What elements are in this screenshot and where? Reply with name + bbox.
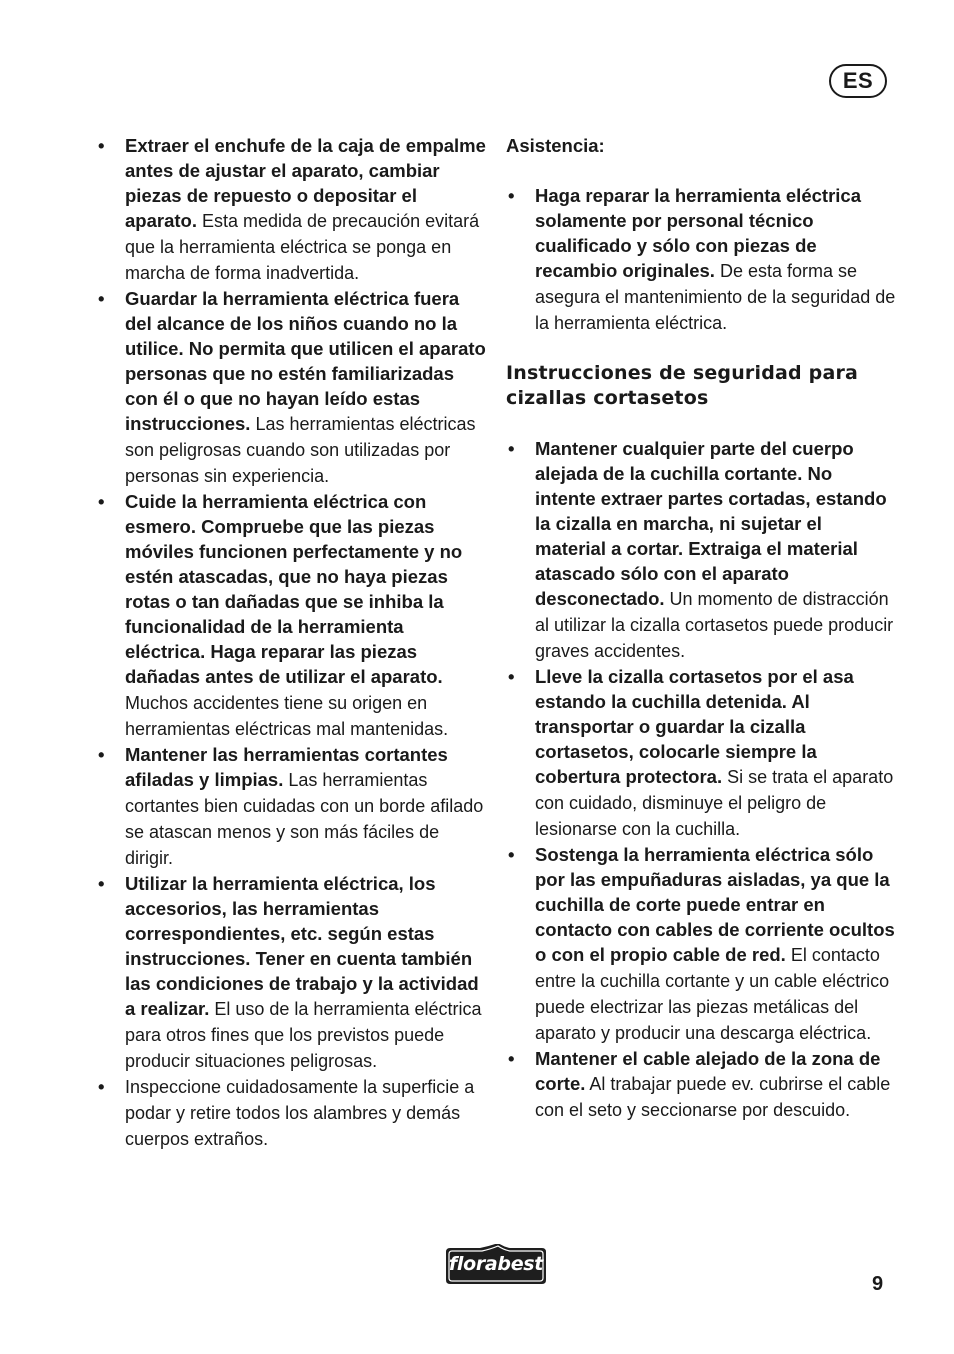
list-item bbox=[506, 436, 896, 664]
item-body-text: Un momento de distracción al utilizar la cizalla cortasetos puede producir graves accidentes. bbox=[535, 589, 894, 661]
assistance-label: Asistencia: bbox=[506, 135, 605, 156]
language-badge: ES bbox=[829, 64, 887, 98]
item-bold-text: Guardar la herramienta eléctrica fuera del alcance de los niños cuando no la utilice. No permita que utilicen el aparato personas que no estén familiarizadas con él o que no hayan leído estas instrucciones. bbox=[125, 288, 486, 434]
section-heading: Instrucciones de seguridad para cizallas cortasetos bbox=[506, 362, 859, 409]
item-bold-text: Lleve la cizalla cortasetos por el asa estando la cuchilla detenida. Al transportar o guardar la cizalla cortasetos, colocarle siempre la cobertura protectora. bbox=[535, 666, 854, 787]
left-column bbox=[96, 133, 488, 1152]
item-body-text: Si se trata el aparato con cuidado, disminuye el peligro de lesionarse con la cuchilla. bbox=[535, 767, 894, 839]
item-body-text: Al trabajar puede ev. cubrirse el cable con el seto y seccionarse por descuido. bbox=[535, 1074, 891, 1120]
florabest-logo bbox=[440, 1244, 552, 1288]
list-item bbox=[96, 871, 488, 1074]
list-item bbox=[506, 1046, 896, 1123]
logo-text: florabest bbox=[448, 1253, 544, 1275]
assistance-list bbox=[506, 183, 896, 336]
item-body-text: El uso de la herramienta eléctrica para otros fines que los previstos puede producir situaciones peligrosas. bbox=[125, 999, 482, 1071]
item-body-text: Muchos accidentes tiene su origen en herramientas eléctricas mal mantenidas. bbox=[125, 693, 449, 739]
list-item bbox=[506, 842, 896, 1046]
item-body-text: Las herramientas eléctricas son peligrosas cuando son utilizadas por personas sin experiencia. bbox=[125, 414, 476, 486]
list-item bbox=[96, 133, 488, 286]
item-bold-text: Mantener las herramientas cortantes afiladas y limpias. bbox=[125, 744, 448, 790]
item-bold-text: Utilizar la herramienta eléctrica, los accesorios, las herramientas correspondientes, etc. según estas instrucciones. Tener en cuenta también las condiciones de trabajo y la actividad a realizar. bbox=[125, 873, 479, 1019]
item-bold-text: Extraer el enchufe de la caja de empalme antes de ajustar el aparato, cambiar piezas de repuesto o depositar el aparato. bbox=[125, 135, 486, 231]
page-number: 9 bbox=[872, 1273, 884, 1295]
item-body-text: El contacto entre la cuchilla cortante y un cable eléctrico puede electrizar las piezas metálicas del aparato y producir una descarga eléctrica. bbox=[535, 945, 890, 1043]
list-item bbox=[96, 742, 488, 871]
list-item bbox=[96, 286, 488, 489]
item-bold-text: Mantener cualquier parte del cuerpo alejada de la cuchilla cortante. No intente extraer partes cortadas, estando la cizalla en marcha, ni sujetar el material a cortar. Extraiga el material atascado sólo con el aparato desconectado. bbox=[535, 438, 887, 609]
item-bold-text: Mantener el cable alejado de la zona de corte. bbox=[535, 1048, 881, 1094]
item-body-text: Esta medida de precaución evitará que la herramienta eléctrica se ponga en marcha de forma inadvertida. bbox=[125, 211, 480, 283]
right-column bbox=[506, 133, 896, 1123]
list-item bbox=[506, 183, 896, 336]
item-body-text: Las herramientas cortantes bien cuidadas con un borde afilado se atascan menos y son más fáciles de dirigir. bbox=[125, 770, 484, 868]
item-bold-text: Cuide la herramienta eléctrica con esmero. Compruebe que las piezas móviles funcionen perfectamente y no estén atascadas, que no haya piezas rotas o tan dañadas que se inhiba la funcionalidad de la herramienta eléctrica. Haga reparar las piezas dañadas antes de utilizar el aparato. bbox=[125, 491, 463, 687]
list-item bbox=[96, 1074, 488, 1152]
item-bold-text: Haga reparar la herramienta eléctrica solamente por personal técnico cualificado y sólo con piezas de recambio originales. bbox=[535, 185, 861, 281]
item-body-text: Inspeccione cuidadosamente la superficie a podar y retire todos los alambres y demás cuerpos extraños. bbox=[125, 1077, 475, 1149]
list-item bbox=[96, 489, 488, 742]
hedge-shears-safety-list bbox=[506, 436, 896, 1123]
left-safety-list bbox=[96, 133, 488, 1152]
item-bold-text: Sostenga la herramienta eléctrica sólo por las empuñaduras aisladas, ya que la cuchilla de corte puede entrar en contacto con cables de corriente ocultos o con el propio cable de red. bbox=[535, 844, 895, 965]
list-item bbox=[506, 664, 896, 842]
item-body-text: De esta forma se asegura el mantenimiento de la seguridad de la herramienta eléctrica. bbox=[535, 261, 896, 333]
